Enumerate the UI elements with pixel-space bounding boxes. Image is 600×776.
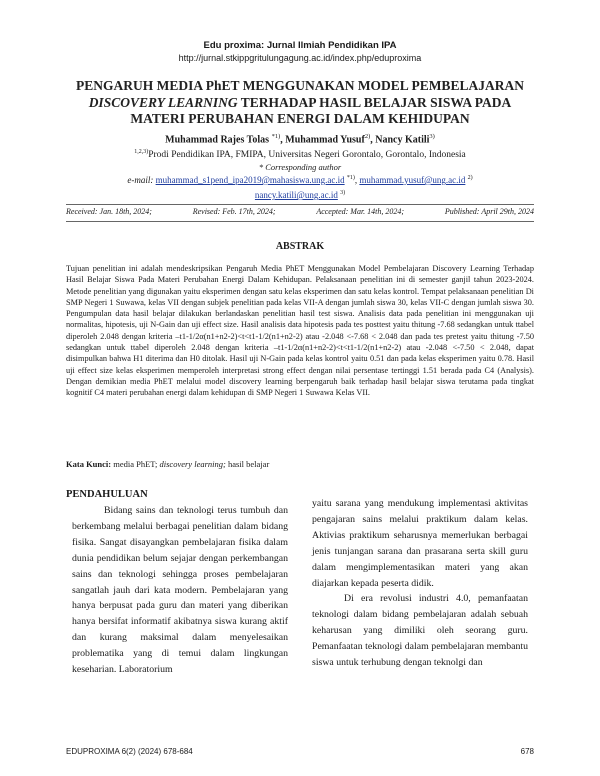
page-footer [66,747,534,756]
body-paragraph: yaitu sarana yang mendukung implementasi aktivitas pengajaran sains melalui praktikum dalam kelas. Aktivias praktikum seharusnya memerlukan berbagai jenis tunjangan sarana dan prasarana serta skill guru dalam mengimplementasikan materi yang akan diajarkan kepada peserta didik. [312,498,528,589]
email-mark: 2) [467,175,473,181]
keywords-label: Kata Kunci: [66,459,112,469]
journal-name: Edu proxima: Jurnal Ilmiah Pendidikan IPA [203,40,397,51]
date-published: Published: April 29th, 2024 [444,207,534,216]
author-name: Muhammad Rajes Tolas [165,134,270,146]
date-accepted: Accepted: Mar. 14th, 2024; [316,207,405,216]
title-line-1: PENGARUH MEDIA PhET MENGGUNAKAN MODEL PEMBELAJARAN [76,78,524,93]
email-mark: *1) [346,175,355,181]
author-list: Muhammad Rajes Tolas $^{*1)}$, Muhammad Yusuf$^{2)}$, Nancy Katili$^{3)}$ [165,133,435,146]
page-number: 678 [520,747,534,756]
title-italic-term: DISCOVERY LEARNING [88,94,238,110]
date-revised: Revised: Feb. 17th, 2024; [192,207,276,216]
keywords-post: hasil belajar [225,459,270,469]
journal-url[interactable]: http://jurnal.stkippgritulungagung.ac.id/index.php/eduproxima [178,53,422,63]
body-column-right [312,496,528,671]
section-heading: PENDAHULUAN [66,489,148,500]
keywords [66,459,534,469]
divider-top [66,204,534,205]
author-mark: 2) [364,133,371,140]
keywords-italic: discovery learning; [159,459,226,469]
date-received: Received: Jan. 18th, 2024; [66,207,152,216]
affiliation-text: Prodi Pendidikan IPA, FMIPA, Universitas Negeri Gorontalo, Gorontalo, Indonesia [148,150,466,161]
abstract-heading: ABSTRAK [275,241,325,252]
divider-bottom [66,221,534,222]
email-link[interactable]: muhammad.yusuf@ung.ac.id [359,175,466,185]
journal-header [0,40,600,63]
abstract-text: Tujuan penelitian ini adalah mendeskripsikan Pengaruh Media PhET Menggunakan Model Pembelajaran Discovery Learning Terhadap Hasil Belajar Siswa Pada Materi Perubahan Energi Dalam Kehidupan. Pelaksanaan penelitian ini di semester ganjil tahun 2023-2024. Metode penelitian yang digunakan yaitu eksperimen dengan satu kelas eksperimen dan satu kelas kontrol. Tempat pelaksanaan penelitian Di SMP Negeri 1 Suwawa, kelas VII dengan subjek penelitian pada kelas VII-A dengan jumlah siswa 30, kelas VII-C dengan jumlah siswa 30. Pengumpulan data hasil belajar dilakukan berlandaskan penelitian hasil test siswa. Analisis data pada penelitian ini menggunakan uji normalitas, hipotesis, uji N-Gain dan uji effect size. Hasil analisis data hipotesis pada tes posttest yaitu thitung -7.68 sedangkan untuk ttabel diperoleh 2.048 dengan kriteria –t1-1/2α(n1+n2-2)<t<t1-1/2(n1+n2-2) atau -2.048 <-7.68 < 2.048 dan pada tes pretest yaitu thitung -7.50 sedangkan untuk ttabel diperoleh 2.048 dengan kriteria –t1-1/2α(n1+n2-2)<t<t1-1/2(n1+n2-2) atau -2.048 <-7.50 < 2.048, dapat disimpulkan bahwa H1 diterima dan H0 ditolak. Hasil uji N-Gain pada kelas kontrol yaitu 0.51 dan pada kelas eksperimen yaitu 0.78. Hasil uji effect size kelas eksperimen memperoleh interpretasi strong effect dengan nilai persentase tertinggi 1.51 berada pada C4 (Analysis). Dengan demikian media PhET melalui model discovery learning berpengaruh baik terhadap hasil belajar siswa terutama pada tingkat kognitif C4 materi perubahan energi dalam kehidupan di SMP Negeri 1 Suwawa Kelas VII. [66,264,534,398]
corresponding-author-note: * Corresponding author [258,162,342,172]
paper-title [40,78,560,128]
article-dates [66,207,534,216]
author-mark: *1) [271,133,281,140]
title-line-2 [40,95,560,112]
body-paragraph: Di era revolusi industri 4.0, pemanfaatan teknologi dalam bidang pembelajaran adalah sebuah keharusan yang dimiliki oleh seorang guru. Pemanfaatan teknologi dalam pembelajaran membantu siswa untuk terhubung dengan teknolgi dan [312,593,528,669]
author-mark: 3) [429,133,435,140]
affiliation [0,149,600,160]
email-label: e-mail: [127,175,154,185]
author-name: Nancy Katili [375,134,430,146]
body-column-left: Bidang sains dan teknologi terus tumbuh dan berkembang melalui berbagai penelitian dalam bidang fisika. Sangat disayangkan pembelajaran fisika dalam dunia pendidikan belum sejajar dengan perkembangan sains dan teknologi sehingga proses pembelajaran sangatlah jauh dari kata modern. Pembelajaran yang hanya berpusat pada guru dan materi yang diberikan hanya bersifat informatif akibatnya siswa kurang aktif dan kurang maksimal dalam menyelesaikan problematika yang di temui dalam lingkungan keseharian. Laboratorium [72,505,288,676]
email-mark: 3) [340,190,346,196]
email-block: e-mail: muhammad_s1pend_ipa2019@mahasiswa.ung.ac.id $^{*1)}$, muhammad.yusuf@ung.ac.id $^{2)}$ nancy.katili@ung.ac.id $^{3)}$ [127,175,473,200]
email-link[interactable]: muhammad_s1pend_ipa2019@mahasiswa.ung.ac.id [155,175,345,185]
footer-citation: EDUPROXIMA 6(2) (2024) 678-684 [66,747,193,756]
title-line-3: MATERI PERUBAHAN ENERGI DALAM KEHIDUPAN [130,111,470,126]
email-link[interactable]: nancy.katili@ung.ac.id [254,190,338,200]
affiliation-mark: 1,2,3) [134,149,149,155]
author-name: Muhammad Yusuf [285,134,365,146]
keywords-pre: media PhET; [111,459,160,469]
title-line-2-rest: TERHADAP HASIL BELAJAR SISWA PADA [237,94,512,110]
